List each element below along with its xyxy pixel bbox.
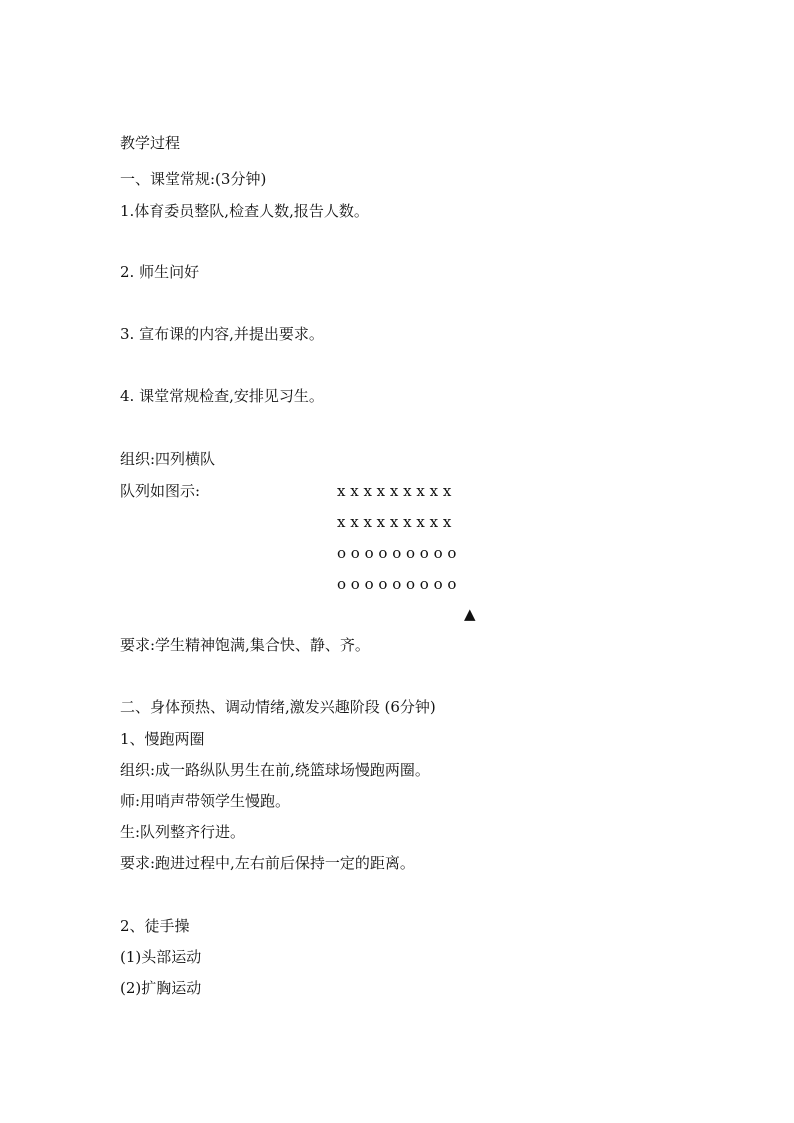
diagram-label: 队列如图示: — [120, 482, 201, 500]
section2-item1-student: 生:队列整齐行进。 — [120, 823, 246, 841]
section2-item1-teacher: 师:用哨声带领学生慢跑。 — [120, 792, 291, 810]
section2-item1-organization: 组织:成一路纵队男生在前,绕篮球场慢跑两圈。 — [120, 761, 430, 779]
formation-row-4: o o o o o o o o o — [337, 575, 457, 593]
section2-item1-title: 1、慢跑两圈 — [120, 730, 205, 748]
formation-row-1: x x x x x x x x x — [337, 482, 452, 500]
section2-title: 二、身体预热、调动情绪,激发兴趣阶段 (6分钟) — [120, 698, 436, 716]
section1-step4: 4. 课堂常规检查,安排见习生。 — [120, 387, 324, 405]
formation-row-3: o o o o o o o o o — [337, 544, 457, 562]
section1-step2: 2. 师生问好 — [120, 263, 200, 281]
teacher-triangle-icon: ▲ — [464, 605, 476, 623]
section1-title: 一、课堂常规:(3分钟) — [120, 170, 267, 188]
section1-requirement: 要求:学生精神饱满,集合快、静、齐。 — [120, 636, 370, 654]
section2-item1-requirement: 要求:跑进过程中,左右前后保持一定的距离。 — [120, 854, 415, 872]
section1-step1: 1.体育委员整队,检查人数,报告人数。 — [120, 202, 369, 220]
section2-item2-sub2: (2)扩胸运动 — [120, 979, 202, 997]
page-heading: 教学过程 — [120, 134, 181, 152]
formation-row-2: x x x x x x x x x — [337, 513, 452, 531]
section1-organization: 组织:四列横队 — [120, 450, 216, 468]
section2-item2-sub1: (1)头部运动 — [120, 948, 202, 966]
section1-step3: 3. 宣布课的内容,并提出要求。 — [120, 325, 324, 343]
section2-item2-title: 2、徒手操 — [120, 917, 190, 935]
